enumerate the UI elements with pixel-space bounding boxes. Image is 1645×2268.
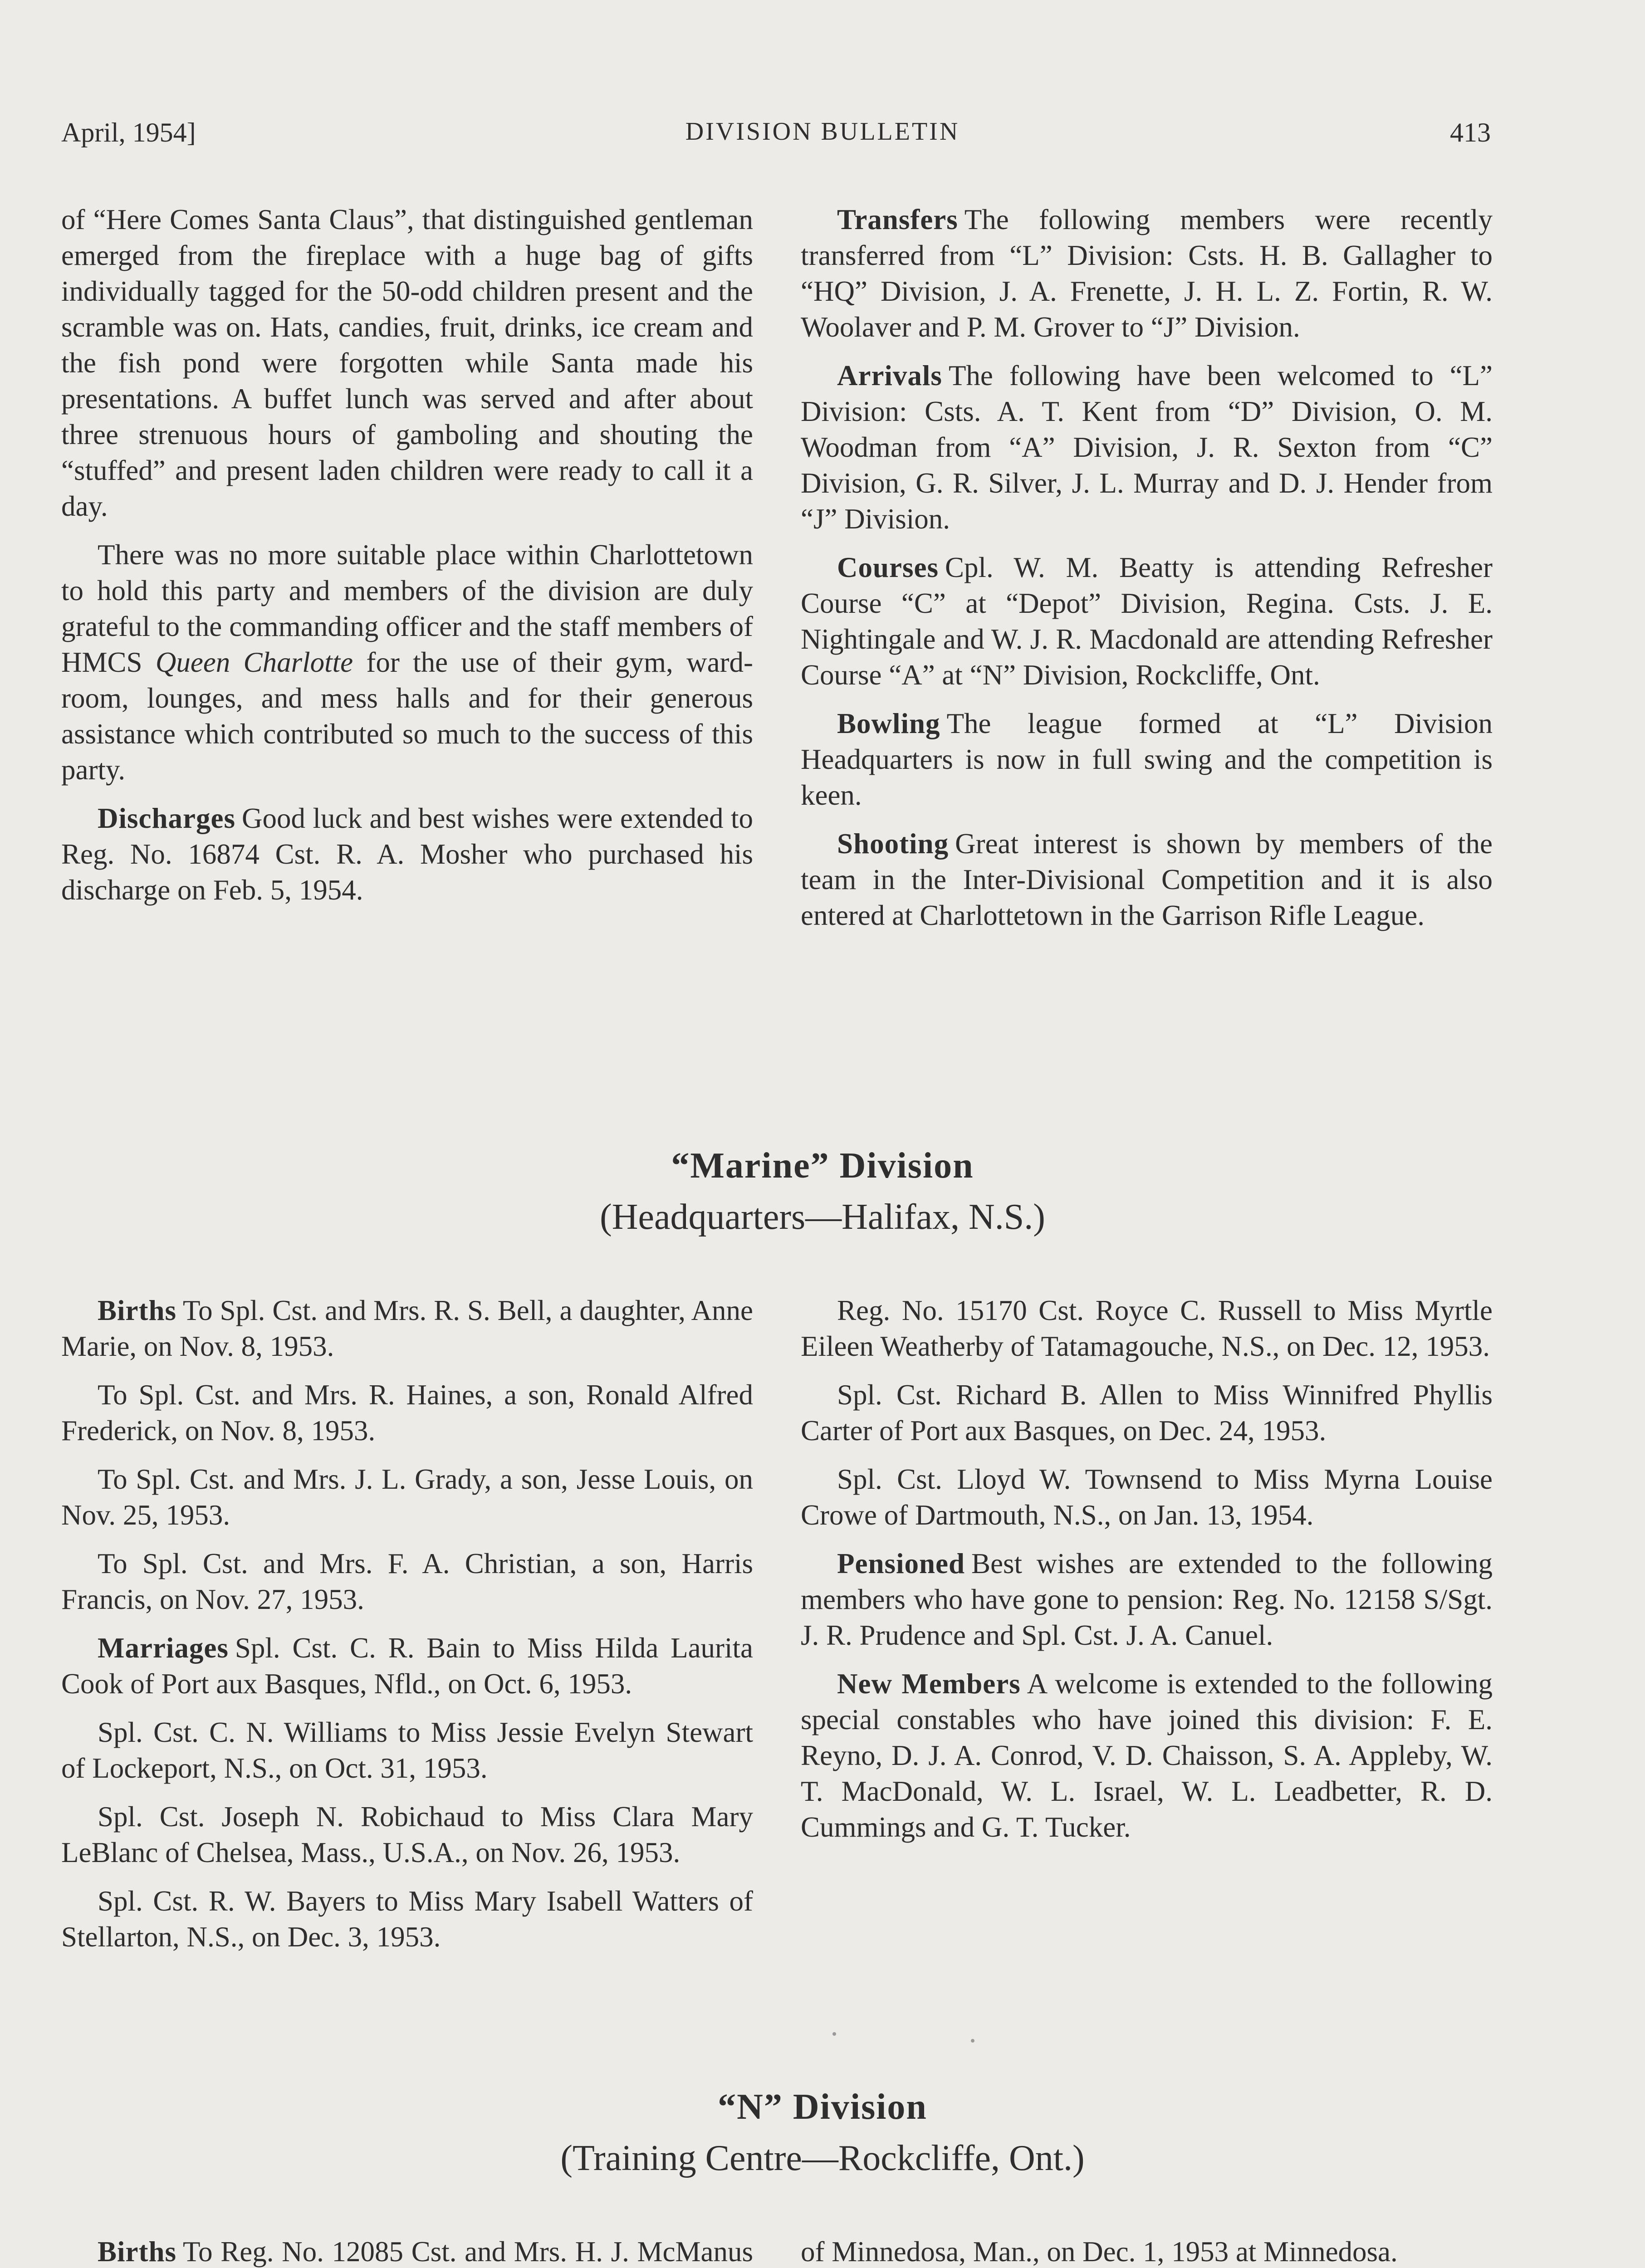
n-division-columns: [61, 2234, 1493, 2268]
section-label: Marriages: [98, 1632, 229, 1664]
shooting-paragraph: Shooting Great interest is shown by members of the team in the Inter-Divisional Competition and it is also entered at Charlottetown in the Garrison Rifle League.: [801, 828, 1493, 931]
marine-division-columns: [61, 1293, 1493, 1968]
section-label: New Members: [837, 1668, 1021, 1700]
courses-paragraph: Courses Cpl. W. M. Beatty is attending Refresher Course “C” at “Depot” Division, Regina. Csts. J. E. Nightingale and W. J. R. Macdonald are attending Refresher Course “A” at “N” Division, Rockcliffe, Ont.: [801, 552, 1493, 691]
left-column: [61, 202, 753, 946]
paragraph: To Spl. Cst. and Mrs. F. A. Christian, a son, Harris Francis, on Nov. 27, 1953.: [61, 1548, 753, 1615]
running-head-date: April, 1954]: [61, 117, 196, 147]
section-label: Discharges: [98, 802, 235, 834]
section-label: Arrivals: [837, 360, 942, 391]
paragraph: of Minnedosa, Man., on Dec. 1, 1953 at Minnedosa.: [801, 2236, 1398, 2268]
section-label: Bowling: [837, 708, 940, 739]
paragraph: Reg. No. 15170 Cst. Royce C. Russell to Miss Myrtle Eileen Weatherby of Tatamagouche, N.S., on Dec. 12, 1953.: [801, 1295, 1493, 1362]
marine-division-heading: [0, 1145, 1645, 1238]
section-title: “N” Division: [718, 2087, 927, 2127]
section-subtitle: (Headquarters—Halifax, N.S.): [600, 1197, 1045, 1237]
left-column: [61, 2234, 753, 2268]
page-number: 413: [1450, 117, 1491, 147]
left-column: [61, 1293, 753, 1968]
arrivals-paragraph: Arrivals The following have been welcomed to “L” Division: Csts. A. T. Kent from “D” Division, O. M. Woodman from “A” Division, J. R. Sexton from “C” Division, G. R. Silver, J. L. Murray and D. J. Hender from “J” Division.: [801, 360, 1493, 535]
section-label: Births: [98, 2236, 177, 2268]
section-label: Pensioned: [837, 1548, 965, 1579]
section-label: Courses: [837, 552, 939, 583]
pensioned-paragraph: Pensioned Best wishes are extended to the following members who have gone to pension: Reg. No. 12158 S/Sgt. J. R. Prudence and Spl. Cst. J. A. Canuel.: [801, 1548, 1493, 1651]
l-division-columns: [61, 202, 1493, 946]
section-label: Shooting: [837, 828, 949, 860]
right-column: [801, 1293, 1493, 1968]
n-division-heading: [0, 2087, 1645, 2179]
paragraph: Spl. Cst. C. N. Williams to Miss Jessie Evelyn Stewart of Lockeport, N.S., on Oct. 31, 1953.: [61, 1716, 753, 1784]
paragraph: Spl. Cst. Joseph N. Robichaud to Miss Clara Mary LeBlanc of Chelsea, Mass., U.S.A., on Nov. 26, 1953.: [61, 1801, 753, 1868]
new-members-paragraph: New Members A welcome is extended to the following special constables who have joined this division: F. E. Reyno, D. J. A. Conrod, V. D. Chaisson, S. A. Appleby, W. T. MacDonald, W. L. Israel, W. L. Leadbetter, R. D. Cummings and G. T. Tucker.: [801, 1668, 1493, 1843]
bowling-paragraph: Bowling The league formed at “L” Division Headquarters is now in full swing and the competition is keen.: [801, 708, 1493, 811]
paragraph: Spl. Cst. Richard B. Allen to Miss Winnifred Phyllis Carter of Port aux Basques, on Dec. 24, 1953.: [801, 1379, 1493, 1447]
paragraph: To Spl. Cst. and Mrs. J. L. Grady, a son, Jesse Louis, on Nov. 25, 1953.: [61, 1463, 753, 1531]
marriages-paragraph: Marriages Spl. Cst. C. R. Bain to Miss Hilda Laurita Cook of Port aux Basques, Nfld., on Oct. 6, 1953.: [61, 1632, 753, 1700]
births-paragraph: Births To Reg. No. 12085 Cst. and Mrs. H. J. McManus: [98, 2236, 753, 2268]
printing-speck: [832, 2032, 836, 2036]
paragraph: There was no more suitable place within Charlottetown to hold this party and members of the division are duly grateful to the commanding officer and the staff members of HMCS Queen Charlotte for the use of their gym, ward-room, lounges, and mess halls and for their generous assistance which contributed so much to the success of this party.: [61, 539, 754, 786]
running-head-title: DIVISION BULLETIN: [685, 117, 960, 146]
section-title: “Marine” Division: [671, 1146, 974, 1186]
paragraph: of “Here Comes Santa Claus”, that distinguished gentleman emerged from the fireplace with a huge bag of gifts individually tagged for the 50-odd children present and the scramble was on. Hats, candies, fruit, drinks, ice cream and the fish pond were forgotten while Santa made his presentations. A buffet lunch was served and after about three strenuous hours of gamboling and shouting the “stuffed” and present laden children were ready to call it a day.: [61, 204, 753, 522]
paragraph: Spl. Cst. Lloyd W. Townsend to Miss Myrna Louise Crowe of Dartmouth, N.S., on Jan. 13, 1954.: [801, 1463, 1493, 1531]
births-paragraph: Births To Spl. Cst. and Mrs. R. S. Bell, a daughter, Anne Marie, on Nov. 8, 1953.: [61, 1295, 753, 1362]
running-head: [0, 113, 1645, 154]
section-label: Transfers: [837, 204, 958, 235]
section-subtitle: (Training Centre—Rockcliffe, Ont.): [560, 2138, 1085, 2178]
right-column: [801, 202, 1493, 946]
right-column: [801, 2234, 1493, 2268]
printing-speck: [971, 2039, 974, 2043]
discharges-paragraph: Discharges Good luck and best wishes were extended to Reg. No. 16874 Cst. R. A. Mosher who purchased his discharge on Feb. 5, 1954.: [61, 802, 753, 906]
paragraph: To Spl. Cst. and Mrs. R. Haines, a son, Ronald Alfred Frederick, on Nov. 8, 1953.: [61, 1379, 753, 1447]
paragraph: Spl. Cst. R. W. Bayers to Miss Mary Isabell Watters of Stellarton, N.S., on Dec. 3, 1953.: [61, 1885, 753, 1953]
section-label: Births: [98, 1295, 177, 1326]
transfers-paragraph: Transfers The following members were recently transferred from “L” Division: Csts. H. B. Gallagher to “HQ” Division, J. A. Frenette, J. H. L. Z. Fortin, R. W. Woolaver and P. M. Grover to “J” Division.: [801, 204, 1493, 343]
